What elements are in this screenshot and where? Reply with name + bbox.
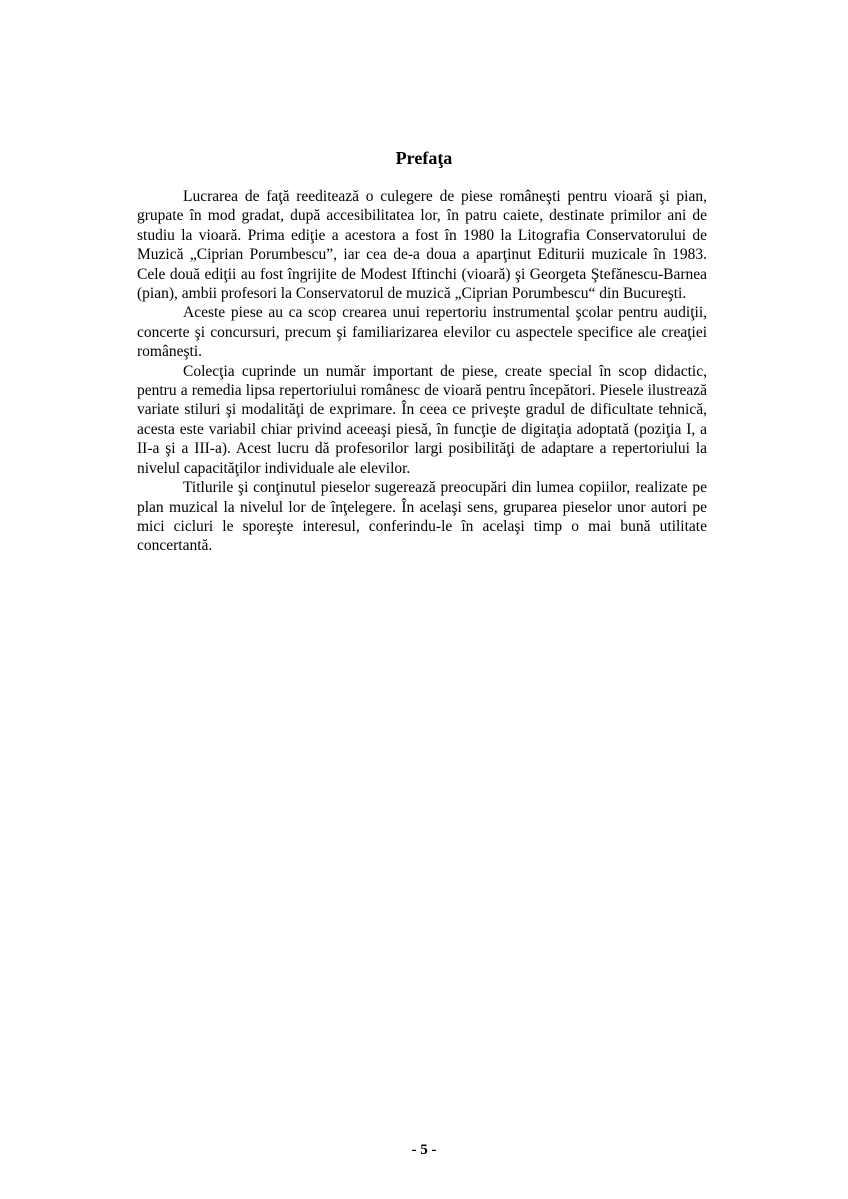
paragraph-1: Lucrarea de faţă reeditează o culegere de piese româneşti pentru vioară şi pian, grupate în mod gradat, după accesibilitatea lor, în patru caiete, destinate primilor ani de studiu la vioară. Prima ediţie a acestora a fost în 1980 la Litografia Conservatorului de Muzică „Ciprian Porumbescu”, iar cea de-a doua a aparţinut Editurii muzicale în 1983. Cele două ediţii au fost îngrijite de Modest Iftinchi (vioară) şi Georgeta Ştefănescu-Barnea (pian), ambii profesori la Conservatorul de muzică „Ciprian Porumbescu“ din Bucureşti. <box>137 188 707 303</box>
paragraph-2: Aceste piese au ca scop crearea unui repertoriu instrumental şcolar pentru audiţii, concerte şi concursuri, precum şi familiarizarea elevilor cu aspectele specifice ale creaţiei româneşti. <box>137 304 707 361</box>
paragraph-4: Titlurile şi conţinutul pieselor sugerează preocupări din lumea copiilor, realizate pe plan muzical la nivelul lor de înţelegere. În acelaşi sens, gruparea pieselor unor autori pe mici cicluri le sporeşte interesul, conferindu-le în acelaşi timp o mai bună utilitate concertantă. <box>137 479 707 555</box>
page-number: - 5 - <box>411 1142 437 1158</box>
page-title: Prefaţa <box>395 148 453 168</box>
paragraph-3: Colecţia cuprinde un număr important de piese, create special în scop didactic, pentru a remedia lipsa repertoriului românesc de vioară pentru începători. Piesele ilustrează variate stiluri şi modalităţi de exprimare. În ceea ce priveşte gradul de dificultate tehnică, acesta este variabil chiar privind aceeaşi piesă, în funcţie de digitaţia adoptată (poziţia I, a II-a şi a III-a). Acest lucru dă profesorilor largi posibilităţi de adaptare a repertoriului la nivelul capacităţilor individuale ale elevilor. <box>137 362 707 477</box>
preface-body <box>137 187 707 556</box>
